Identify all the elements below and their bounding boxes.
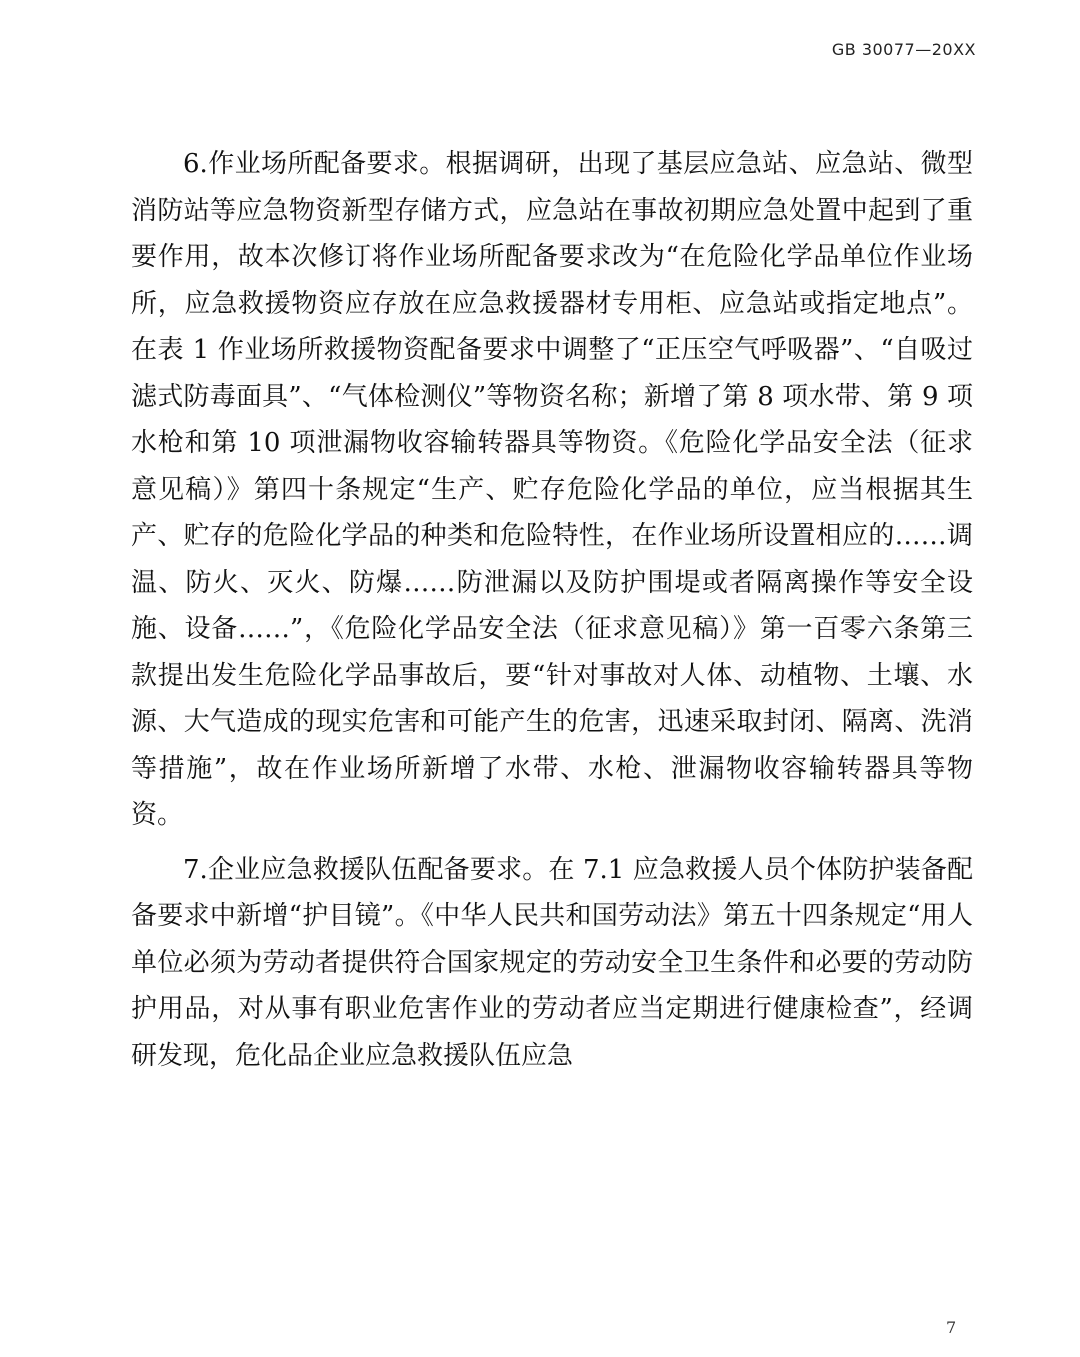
paragraph-7-rescue-team-requirements: 7.企业应急救援队伍配备要求。在 7.1 应急救援人员个体防护装备配备要求中新增“护目镜”。《中华人民共和国劳动法》第五十四条规定“用人单位必须为劳动者提供符合国家规定的劳动安全卫生条件和必要的劳动防护用品，对从事有职业危害作业的劳动者应当定期进行健康检查”，经调研发现，危化品企业应急救援队伍应急 — [131, 854, 973, 1071]
document-body — [131, 141, 973, 1079]
header-standard-code: GB 30077—20XX — [831, 40, 976, 59]
paragraph-6-workplace-requirements: 6.作业场所配备要求。根据调研，出现了基层应急站、应急站、微型消防站等应急物资新型存储方式，应急站在事故初期应急处置中起到了重要作用，故本次修订将作业场所配备要求改为“在危险化学品单位作业场所，应急救援物资应存放在应急救援器材专用柜、应急站或指定地点”。在表 1 作业场所救援物资配备要求中调整了“正压空气呼吸器”、“自吸过滤式防毒面具”、“气体检测仪”等物资名称；新增了第 8 项水带、第 9 项水枪和第 10 项泄漏物收容输转器具等物资。《危险化学品安全法（征求意见稿）》第四十条规定“生产、贮存危险化学品的单位，应当根据其生产、贮存的危险化学品的种类和危险特性，在作业场所设置相应的……调温、防火、灭火、防爆……防泄漏以及防护围堤或者隔离操作等安全设施、设备……”，《危险化学品安全法（征求意见稿）》第一百零六条第三款提出发生危险化学品事故后，要“针对事故对人体、动植物、土壤、水源、大气造成的现实危害和可能产生的危害，迅速采取封闭、隔离、洗消等措施”，故在作业场所新增了水带、水枪、泄漏物收容输转器具等物资。 — [131, 149, 973, 830]
page-number: 7 — [946, 1318, 957, 1337]
